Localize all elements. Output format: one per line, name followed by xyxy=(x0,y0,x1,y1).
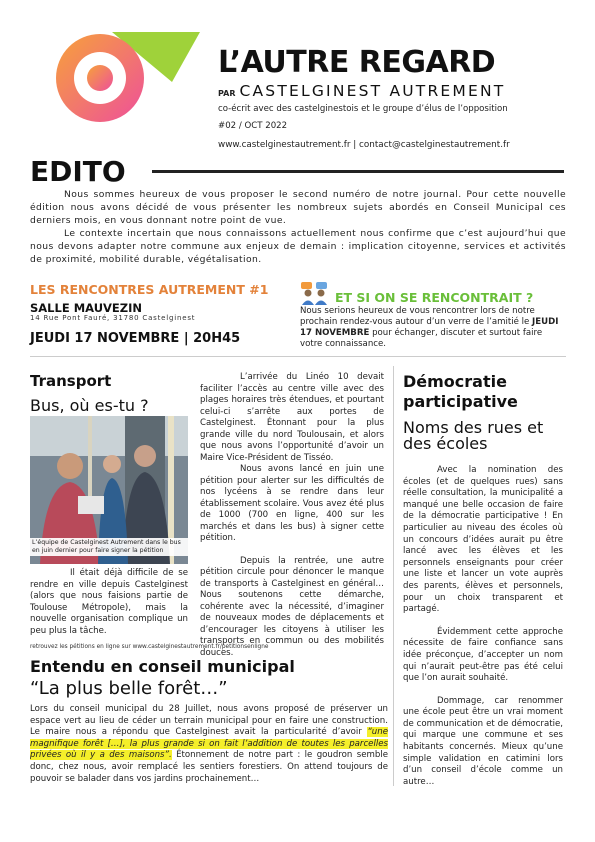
venue-name: SALLE MAUVEZIN xyxy=(30,301,143,315)
edito-body xyxy=(30,188,566,266)
edito-title: EDITO xyxy=(30,155,126,188)
issue-number: #02 / OCT 2022 xyxy=(218,121,288,131)
meet-text-start: Nous serions heureux de vous rencontrer lors de notre prochain rendez-vous autour d’un verre de l’amitié le xyxy=(300,306,535,327)
democratie-paragraph: Avec la nomination des écoles (et de quelques rues) sans réelle consultation, la municipalité a manqué une belle occasion de faire de la démocratie participative ! En particulier au niveau des écoles où un concours d’idées aurait pu être lancé avec les élèves et les personnels enseignants pour créer une liste et lancer un vote auprès des parents, élèves et personnels, pour un choix transparent et partagé. xyxy=(403,465,563,615)
democratie-title: Démocratie participative xyxy=(403,372,518,411)
edito-paragraph: Le contexte incertain que nous connaissons actuellement nous confirme que c’est aujourd’hui que nous devons adapter notre commune aux enjeux de demain : implication citoyenne, services et activités de proximité, mobilité durable, végétalisation. xyxy=(30,228,566,265)
newsletter-subtitle: co-écrit avec des castelginestois et le groupe d’élus de l’opposition xyxy=(218,104,508,114)
edito-divider xyxy=(152,170,564,173)
democratie-paragraph: Évidemment cette approche nécessite de faire confiance sans idée préconçue, d’accepter un nom qui n’aurait peut-être pas été celui que l’on aurait souhaité. xyxy=(403,626,563,684)
transport-paragraph: Nous avons lancé en juin une pétition pour alerter sur les difficultés de nos lycéens à se rendre dans leur établissement scolaire. Vous avez été plus de 1000 (700 en ligne, 400 sur les marchés et dans les bus) à signer cette pétition. xyxy=(200,464,384,543)
meet-date: JEUDI 17 NOVEMBRE xyxy=(300,317,559,338)
edito-paragraph: Nous sommes heureux de vous proposer le second numéro de notre journal. Pour cette nouvelle édition nous avons décidé de vous présenter les nombreux sujets abordés en Conseil Municipal ces derniers mois, en vous donnant notre point de vue. xyxy=(30,189,566,226)
transport-right-column xyxy=(200,372,384,659)
meet-text-end: pour échanger, discuter et surtout faire votre connaissance. xyxy=(300,328,543,349)
conseil-text-end: Étonnement de notre part : le goudron semble donc, chez nous, avoir remplacé les sentiers forestiers. On attend toujours de pouvoir se balader dans vos jardins prochainement… xyxy=(30,750,389,784)
publisher-line xyxy=(218,82,505,100)
transport-paragraph: Depuis la rentrée, une autre pétition circule pour dénoncer le manque de transports à Castelginest en général… Nous soutenons cette démarche, cohérente avec la nécessité, d’imaginer de nouveaux modes de déplacements et d’encourager les citoyens à utiliser les transports en commun ou des mobilités douces. xyxy=(200,555,384,658)
transport-paragraph: Il était déjà difficile de se rendre en ville depuis Castelginest (alors que nous faisions partie de Toulouse Métropole), mais la nouvelle organisation complique un peu plus la tâche. xyxy=(30,568,188,636)
event-date: JEUDI 17 NOVEMBRE | 20H45 xyxy=(30,331,241,346)
petition-link[interactable]: retrouvez les pétitions en ligne sur www.castelginestautrement.fr/petitionsenligne xyxy=(30,644,269,650)
venue-address: 14 Rue Pont Fauré, 31780 Castelginest xyxy=(30,314,196,322)
transport-left-column xyxy=(30,568,188,637)
conseil-text-start: Lors du conseil municipal du 28 Juillet, nous avons proposé de préserver un espace vert au lieu de céder un terrain municipal pour en faire une construction. Le maire nous a répondu que Castelginest avait la particularité d’avoir xyxy=(30,704,388,738)
newsletter-title: L’AUTRE REGARD xyxy=(218,45,496,80)
meet-text xyxy=(300,306,562,350)
conseil-body xyxy=(30,704,388,785)
democratie-subtitle: Noms des rues et des écoles xyxy=(403,418,544,453)
people-chat-icon xyxy=(300,281,330,305)
democratie-paragraph: Dommage, car renommer une école peut être un vrai moment de communication et de démocratie, qui marque une commune et ses habitants concernés. Mieux qu’une simple validation en catimini lors d’un conseil d’école comme un autre… xyxy=(403,695,563,787)
par-label: PAR xyxy=(218,89,236,98)
transport-paragraph: L’arrivée du Linéo 10 devait faciliter l’accès au centre ville avec des plages horaires très étendues, et pourtant celui-ci s’arrête aux portes de Castelginest. Étonnant pour la plus grande ville du nord Toulousain, et alors que nous avons l’opportunité d’avoir un Maire Vice-Président de Tisséo. xyxy=(200,372,384,463)
meet-title: ET SI ON SE RENCONTRAIT ? xyxy=(335,290,534,305)
conseil-title: Entendu en conseil municipal xyxy=(30,657,295,676)
publisher-name: CASTELGINEST AUTREMENT xyxy=(239,82,506,100)
column-divider xyxy=(393,366,394,786)
castelginest-autrement-logo xyxy=(52,30,202,125)
conseil-subtitle: “La plus belle forêt…” xyxy=(30,678,228,699)
section-divider xyxy=(30,356,566,357)
mayor-quote: “une magnifique forêt […], la plus grande si on fait l’addition de toutes les parcelles privées où il y a des maisons”. xyxy=(30,727,388,761)
contact-links: www.castelginestautrement.fr | contact@castelginestautrement.fr xyxy=(218,140,510,150)
photo-caption: L’équipe de Castelginest Autrement dans le bus en juin dernier pour faire signer la pétition xyxy=(30,538,188,556)
democratie-body xyxy=(403,465,563,788)
transport-subtitle: Bus, où es-tu ? xyxy=(30,396,149,415)
transport-title: Transport xyxy=(30,372,112,390)
rencontres-title: LES RENCONTRES AUTREMENT #1 xyxy=(30,282,269,297)
